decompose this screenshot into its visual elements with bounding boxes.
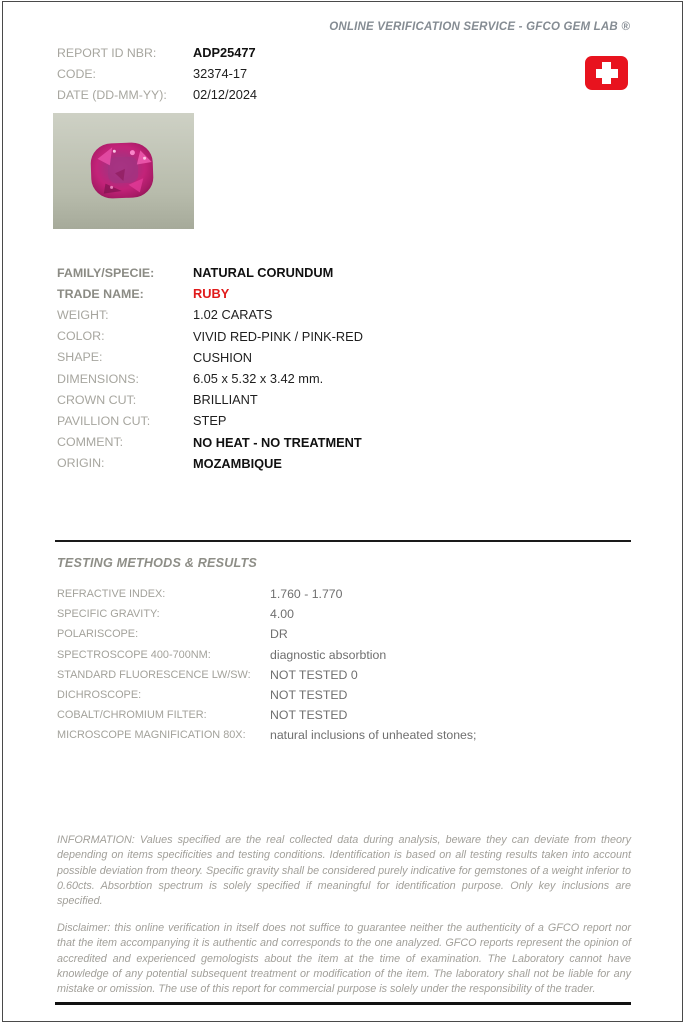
pavillion-cut-row xyxy=(57,410,363,431)
date-label: DATE (DD-MM-YY): xyxy=(57,87,167,102)
report-id-row xyxy=(57,42,257,63)
refractive-index-label: REFRACTIVE INDEX: xyxy=(57,588,166,601)
fluorescence-row xyxy=(57,665,476,685)
origin-row xyxy=(57,453,363,474)
testing-results-list xyxy=(57,584,476,746)
crown-cut-value: BRILLIANT xyxy=(193,392,258,408)
weight-row xyxy=(57,304,363,325)
polariscope-row xyxy=(57,624,476,644)
code-row xyxy=(57,63,257,84)
report-id-label: REPORT ID NBR: xyxy=(57,45,157,60)
date-value: 02/12/2024 xyxy=(193,87,258,102)
dimensions-value: 6.05 x 5.32 x 3.42 mm. xyxy=(193,371,324,387)
crown-cut-row xyxy=(57,389,363,410)
origin-label: ORIGIN: xyxy=(57,456,105,471)
trade-name-row xyxy=(57,283,363,304)
pavillion-cut-label: PAVILLION CUT: xyxy=(57,413,151,428)
shape-label: SHAPE: xyxy=(57,350,103,365)
disclaimer-paragraph: Disclaimer: this online verification in itself does not suffice to guarantee neither the authenticity of a GFCO report nor that the item accompanying it is authentic and corresponds to the one analyzed. GFCO reports represent the opinion of accredited and experienced gemologists about the item at the time of examination. The Laboratory cannot have knowledge of any potential subsequent treatment or modification of the item. The laboratory shall not be liable for any mistake or omission. The use of this report for commercial purpose is solely under the responsibility of the trader. xyxy=(57,922,631,996)
trade-name-value: RUBY xyxy=(193,286,230,302)
gemstone-photo-image xyxy=(53,113,194,229)
shape-row xyxy=(57,347,363,368)
microscope-value: natural inclusions of unheated stones; xyxy=(270,728,477,743)
code-value: 32374-17 xyxy=(193,66,248,81)
gemstone-photo xyxy=(53,113,194,229)
cobalt-filter-row xyxy=(57,705,476,725)
dimensions-label: DIMENSIONS: xyxy=(57,371,139,386)
report-header-fields xyxy=(57,42,257,105)
cobalt-filter-value: NOT TESTED xyxy=(270,708,348,723)
date-row xyxy=(57,84,257,105)
spectroscope-label: SPECTROSCOPE 400-700NM: xyxy=(57,648,211,661)
polariscope-value: DR xyxy=(270,627,288,642)
color-row xyxy=(57,326,363,347)
comment-row xyxy=(57,432,363,453)
origin-value: MOZAMBIQUE xyxy=(193,455,282,471)
dichroscope-value: NOT TESTED xyxy=(270,688,348,703)
family-specie-label: FAMILY/SPECIE: xyxy=(57,265,155,280)
polariscope-label: POLARISCOPE: xyxy=(57,628,139,641)
testing-section-heading: TESTING METHODS & RESULTS xyxy=(57,556,257,570)
color-label: COLOR: xyxy=(57,329,105,344)
microscope-label: MICROSCOPE MAGNIFICATION 80X: xyxy=(57,729,246,742)
weight-label: WEIGHT: xyxy=(57,307,109,322)
pavillion-cut-value: STEP xyxy=(193,413,227,429)
fluorescence-value: NOT TESTED 0 xyxy=(270,667,358,682)
family-specie-value: NATURAL CORUNDUM xyxy=(193,265,334,281)
report-id-value: ADP25477 xyxy=(193,45,256,60)
service-title: ONLINE VERIFICATION SERVICE - GFCO GEM LAB ® xyxy=(329,21,630,33)
dimensions-row xyxy=(57,368,363,389)
footer-rule-line xyxy=(55,1002,631,1005)
comment-value: NO HEAT - NO TREATMENT xyxy=(193,434,362,450)
crown-cut-label: CROWN CUT: xyxy=(57,392,137,407)
shape-value: CUSHION xyxy=(193,349,253,365)
color-value: VIVID RED-PINK / PINK-RED xyxy=(193,328,363,344)
specific-gravity-label: SPECIFIC GRAVITY: xyxy=(57,608,160,621)
specific-gravity-row xyxy=(57,604,476,624)
weight-value: 1.02 CARATS xyxy=(193,307,273,323)
specific-gravity-value: 4.00 xyxy=(270,607,294,622)
swiss-cross-horizontal xyxy=(596,69,618,78)
information-paragraph: INFORMATION: Values specified are the real collected data during analysis, beware they can deviate from theory depending on items specificities and testing conditions. Identification is based on all testing results taken into account possible deviation from theory. Specific gravity shall be considered purely indicative for gemstones of a weight inferior to 0.60cts. Absorbtion spectrum is solely specified if meaningful for identification purpose. Only key inclusions are specified. xyxy=(57,834,631,908)
refractive-index-value: 1.760 - 1.770 xyxy=(270,587,343,602)
cobalt-filter-label: COBALT/CHROMIUM FILTER: xyxy=(57,709,207,722)
section-divider-line xyxy=(55,540,631,542)
refractive-index-row xyxy=(57,584,476,604)
family-specie-row xyxy=(57,262,363,283)
gem-properties-list xyxy=(57,262,363,474)
fluorescence-label: STANDARD FLUORESCENCE LW/SW: xyxy=(57,668,251,681)
microscope-row xyxy=(57,725,476,745)
comment-label: COMMENT: xyxy=(57,435,124,450)
code-label: CODE: xyxy=(57,66,96,81)
trade-name-label: TRADE NAME: xyxy=(57,286,144,301)
spectroscope-value: diagnostic absorbtion xyxy=(270,647,387,662)
swiss-flag-icon xyxy=(585,56,628,90)
spectroscope-row xyxy=(57,645,476,665)
dichroscope-row xyxy=(57,685,476,705)
dichroscope-label: DICHROSCOPE: xyxy=(57,689,142,702)
